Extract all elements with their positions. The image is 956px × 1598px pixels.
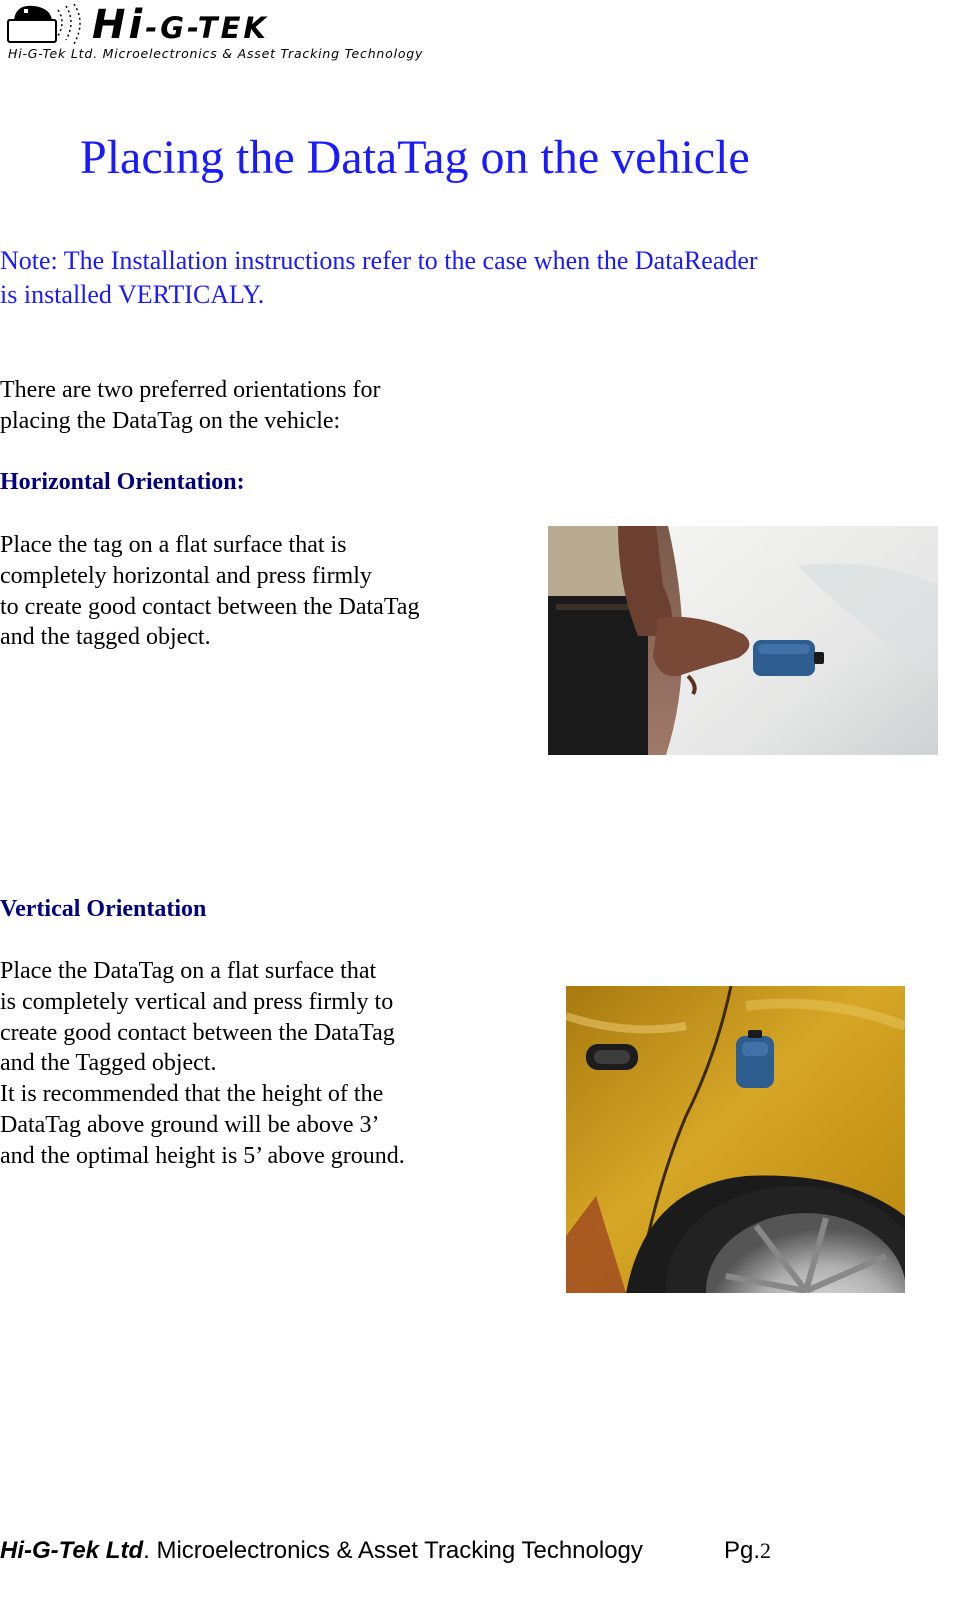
logo-wordmark: Hi-G-TEK xyxy=(92,2,269,48)
note-line-1: Note: The Installation instructions refer to the case when the DataReader xyxy=(0,246,758,275)
page-label: Pg. xyxy=(724,1537,761,1564)
company-logo xyxy=(6,2,426,64)
installation-note xyxy=(0,244,900,312)
vertical-line: It is recommended that the height of the xyxy=(0,1081,384,1108)
vertical-placement-photo xyxy=(566,986,905,1293)
vertical-line: and the Tagged object. xyxy=(0,1050,217,1077)
intro-line-1: There are two preferred orientations for xyxy=(0,377,381,403)
horizontal-orientation-heading: Horizontal Orientation: xyxy=(0,469,245,495)
page-title: Placing the DataTag on the vehicle xyxy=(80,131,750,184)
vertical-line: create good contact between the DataTag xyxy=(0,1019,395,1046)
footer-company-name: Hi-G-Tek Ltd xyxy=(0,1537,144,1564)
vertical-line: DataTag above ground will be above 3’ xyxy=(0,1111,380,1138)
hand-placing-tag-image xyxy=(548,526,938,755)
vertical-orientation-heading: Vertical Orientation xyxy=(0,896,207,922)
horizontal-line: Place the tag on a flat surface that is xyxy=(0,532,347,558)
vertical-line: Place the DataTag on a flat surface that xyxy=(0,958,377,984)
page-footer xyxy=(0,1537,956,1565)
note-line-2: is installed VERTICALY. xyxy=(0,280,265,309)
page-number: 2 xyxy=(760,1538,772,1563)
vertical-line: is completely vertical and press firmly to xyxy=(0,988,394,1015)
horizontal-line: to create good contact between the DataTag xyxy=(0,593,420,620)
intro-line-2: placing the DataTag on the vehicle: xyxy=(0,408,341,434)
footer-tagline: . Microelectronics & Asset Tracking Technology xyxy=(143,1537,643,1564)
vertical-orientation-text xyxy=(0,956,540,1172)
footer-page-number xyxy=(724,1537,771,1565)
logo-tagline: Hi-G-Tek Ltd. Microelectronics & Asset Tracking Technology xyxy=(8,46,424,61)
horizontal-line: and the tagged object. xyxy=(0,624,211,651)
logo-emblem-icon xyxy=(6,2,90,46)
vertical-line: and the optimal height is 5’ above ground. xyxy=(0,1142,405,1169)
horizontal-orientation-text xyxy=(0,530,540,653)
horizontal-placement-photo xyxy=(548,526,938,755)
horizontal-line: completely horizontal and press firmly xyxy=(0,562,372,589)
intro-paragraph xyxy=(0,375,520,437)
gold-car-tag-image xyxy=(566,986,905,1293)
